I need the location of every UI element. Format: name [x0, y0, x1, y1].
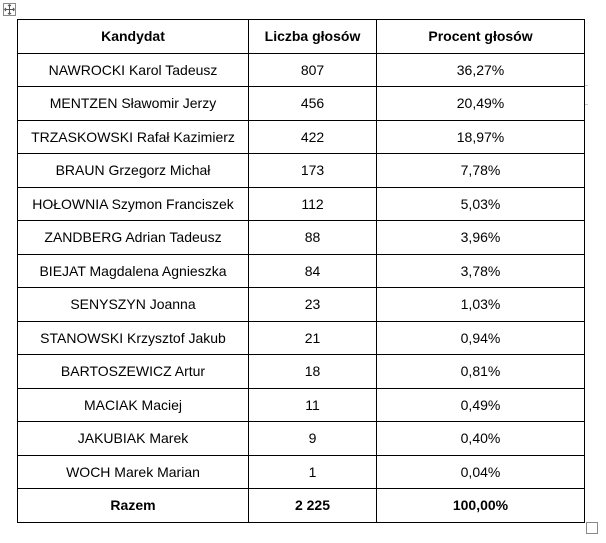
- table-row: [18, 422, 585, 456]
- vote-percent: 20,49%: [377, 87, 585, 121]
- vote-percent: 1,03%: [377, 288, 585, 322]
- vote-count: 18: [249, 355, 377, 389]
- vote-count: 1: [249, 455, 377, 489]
- table-row: [18, 221, 585, 255]
- candidate-name: STANOWSKI Krzysztof Jakub: [18, 321, 249, 355]
- table-row: [18, 455, 585, 489]
- candidate-name: NAWROCKI Karol Tadeusz: [18, 53, 249, 87]
- vote-count: 11: [249, 388, 377, 422]
- table-row: [18, 87, 585, 121]
- candidate-name: JAKUBIAK Marek: [18, 422, 249, 456]
- vote-percent: 7,78%: [377, 154, 585, 188]
- candidate-name: ZANDBERG Adrian Tadeusz: [18, 221, 249, 255]
- vote-percent: 0,49%: [377, 388, 585, 422]
- candidate-name: MACIAK Maciej: [18, 388, 249, 422]
- table-row: [18, 154, 585, 188]
- vote-percent: 5,03%: [377, 187, 585, 221]
- vote-percent: 3,78%: [377, 254, 585, 288]
- table-move-handle-icon[interactable]: [3, 3, 16, 16]
- vote-percent: 18,97%: [377, 120, 585, 154]
- results-table: [17, 19, 585, 523]
- total-percent: 100,00%: [377, 489, 585, 523]
- vote-percent: 36,27%: [377, 53, 585, 87]
- vote-count: 23: [249, 288, 377, 322]
- table-header-row: [18, 20, 585, 54]
- vote-count: 807: [249, 53, 377, 87]
- table-row: [18, 254, 585, 288]
- table-resize-handle-icon[interactable]: [586, 522, 598, 534]
- header-candidate: Kandydat: [18, 20, 249, 54]
- vote-percent: 0,81%: [377, 355, 585, 389]
- candidate-name: BRAUN Grzegorz Michał: [18, 154, 249, 188]
- total-label: Razem: [18, 489, 249, 523]
- vote-count: 173: [249, 154, 377, 188]
- table-row: [18, 120, 585, 154]
- candidate-name: HOŁOWNIA Szymon Franciszek: [18, 187, 249, 221]
- vote-count: 9: [249, 422, 377, 456]
- candidate-name: WOCH Marek Marian: [18, 455, 249, 489]
- candidate-name: MENTZEN Sławomir Jerzy: [18, 87, 249, 121]
- candidate-name: SENYSZYN Joanna: [18, 288, 249, 322]
- table-row: [18, 321, 585, 355]
- header-percent: Procent głosów: [377, 20, 585, 54]
- total-row: [18, 489, 585, 523]
- vote-count: 21: [249, 321, 377, 355]
- vote-count: 422: [249, 120, 377, 154]
- vote-count: 88: [249, 221, 377, 255]
- header-votes: Liczba głosów: [249, 20, 377, 54]
- vote-percent: 0,94%: [377, 321, 585, 355]
- table-row: [18, 187, 585, 221]
- table-row: [18, 388, 585, 422]
- table-row: [18, 53, 585, 87]
- vote-percent: 0,04%: [377, 455, 585, 489]
- candidate-name: BARTOSZEWICZ Artur: [18, 355, 249, 389]
- total-votes: 2 225: [249, 489, 377, 523]
- vote-percent: 3,96%: [377, 221, 585, 255]
- table-row: [18, 288, 585, 322]
- vote-count: 112: [249, 187, 377, 221]
- candidate-name: BIEJAT Magdalena Agnieszka: [18, 254, 249, 288]
- vote-count: 84: [249, 254, 377, 288]
- table-row: [18, 355, 585, 389]
- vote-percent: 0,40%: [377, 422, 585, 456]
- candidate-name: TRZASKOWSKI Rafał Kazimierz: [18, 120, 249, 154]
- vote-count: 456: [249, 87, 377, 121]
